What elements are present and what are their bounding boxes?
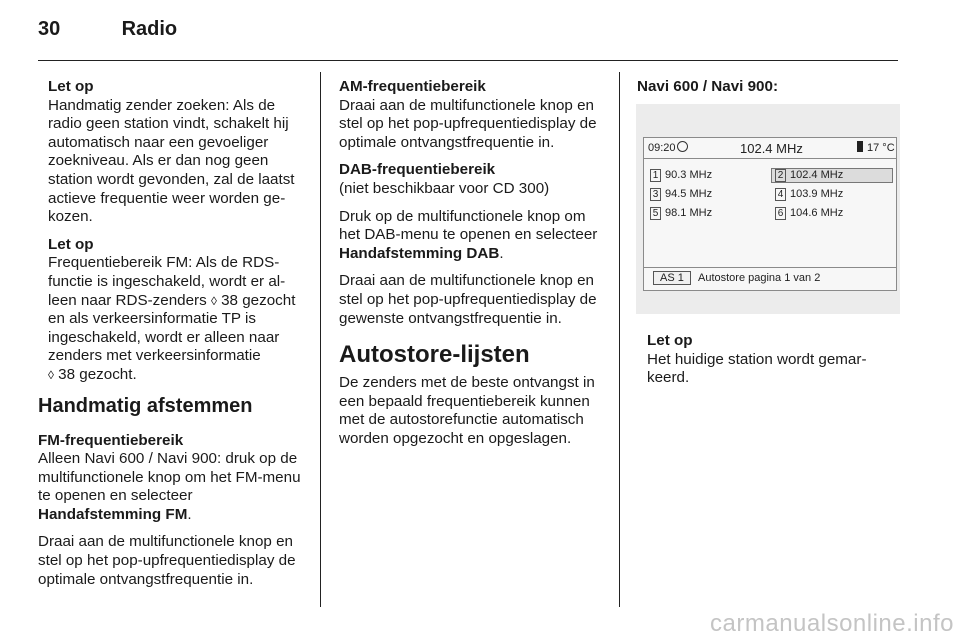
body-text: Alleen Navi 600 / Navi 900: druk op de multifunctionele knop om het FM-menu te openen en selecteer Handafstemming FM. — [38, 450, 301, 523]
subsection-title: FM-frequentiebereik — [38, 431, 184, 449]
body-text: De zenders met de beste ontvangst in een bepaald frequentiebereik kunnen met de autostorefunctie automatisch worden opgezocht en opgeslagen. — [339, 374, 595, 447]
watermark: carmanualsonline.info — [710, 610, 954, 637]
clock-icon — [677, 141, 688, 152]
section-heading: Autostore-lijsten — [339, 341, 530, 369]
column-1 — [38, 78, 304, 598]
autostore-label: Autostore pagina 1 van 2 — [698, 272, 821, 284]
preset-item[interactable]: 4 103.9 MHz — [775, 188, 843, 201]
body-text: Draai aan de multifunctionele knop en stel op het pop-upfrequentiedisplay de optimale ontvangstfrequentie in. — [339, 96, 597, 151]
preset-item[interactable]: 1 90.3 MHz — [650, 169, 712, 182]
preset-item[interactable]: 5 98.1 MHz — [650, 207, 712, 220]
note-title: Let op — [48, 235, 94, 253]
radio-display — [643, 137, 897, 291]
preset-item-selected[interactable]: 2 102.4 MHz — [771, 168, 893, 183]
preset-item[interactable]: 3 94.5 MHz — [650, 188, 712, 201]
radio-screenshot — [636, 104, 900, 314]
header-rule — [38, 60, 898, 61]
clock-time: 09:20 — [648, 142, 676, 154]
body-text: Draai aan de multifunctionele knop en stel op het pop-upfrequentiedisplay de optimale ontvangstfrequentie in. — [38, 533, 296, 588]
temperature: 17 °C — [867, 142, 895, 154]
subsection-title: AM-frequentiebereik — [339, 78, 486, 95]
page-header — [38, 18, 177, 41]
column-divider — [619, 72, 620, 607]
status-bar — [644, 138, 896, 159]
column-3 — [637, 78, 903, 97]
subsection-title: DAB-frequentiebereik — [339, 161, 496, 179]
note-text: Het huidige station wordt gemarkeerd. — [647, 350, 867, 387]
note-box — [48, 78, 304, 385]
reference-arrow-icon: ◊ — [210, 293, 217, 308]
note-text: Handmatig zender zoeken: Als de radio geen station vindt, schakelt hij automatisch naar een gevoeliger zoekniveau. Als er dan nog geen station wordt gevonden, zal de laatst actieve frequentie weer worden gekozen. — [48, 96, 295, 226]
phone-icon — [857, 141, 863, 152]
current-frequency: 102.4 MHz — [740, 141, 803, 156]
note-box — [647, 332, 897, 397]
autostore-button[interactable]: AS 1 — [653, 271, 691, 285]
note-title: Let op — [48, 78, 94, 95]
body-text: Draai aan de multifunctionele knop en stel op het pop-upfrequentiedisplay de gewenste ontvangstfrequentie in. — [339, 272, 597, 327]
body-text: Druk op de multifunctionele knop om het DAB-menu te openen en selecteer Handafstemming DAB. — [339, 207, 598, 262]
body-text: (niet beschikbaar voor CD 300) — [339, 179, 550, 197]
column-2 — [339, 78, 605, 458]
page-number: 30 — [38, 18, 61, 40]
figure-title: Navi 600 / Navi 900: — [637, 78, 778, 95]
section-heading: Handmatig afstemmen — [38, 394, 253, 417]
autostore-bar — [644, 267, 896, 290]
note-title: Let op — [647, 332, 693, 349]
reference-arrow-icon: ◊ — [48, 367, 54, 382]
section-title: Radio — [121, 18, 178, 40]
preset-item[interactable]: 6 104.6 MHz — [775, 207, 843, 220]
column-divider — [320, 72, 321, 607]
note-text: Frequentiebereik FM: Als de RDS-functie is ingeschakeld, wordt er alleen naar RDS-zenders ◊ 38 gezocht en als verkeersinformatie TP is ingeschakeld, wordt er alleen naar zenders met verkeersinformatie ◊ 38 gezocht. — [48, 254, 296, 383]
